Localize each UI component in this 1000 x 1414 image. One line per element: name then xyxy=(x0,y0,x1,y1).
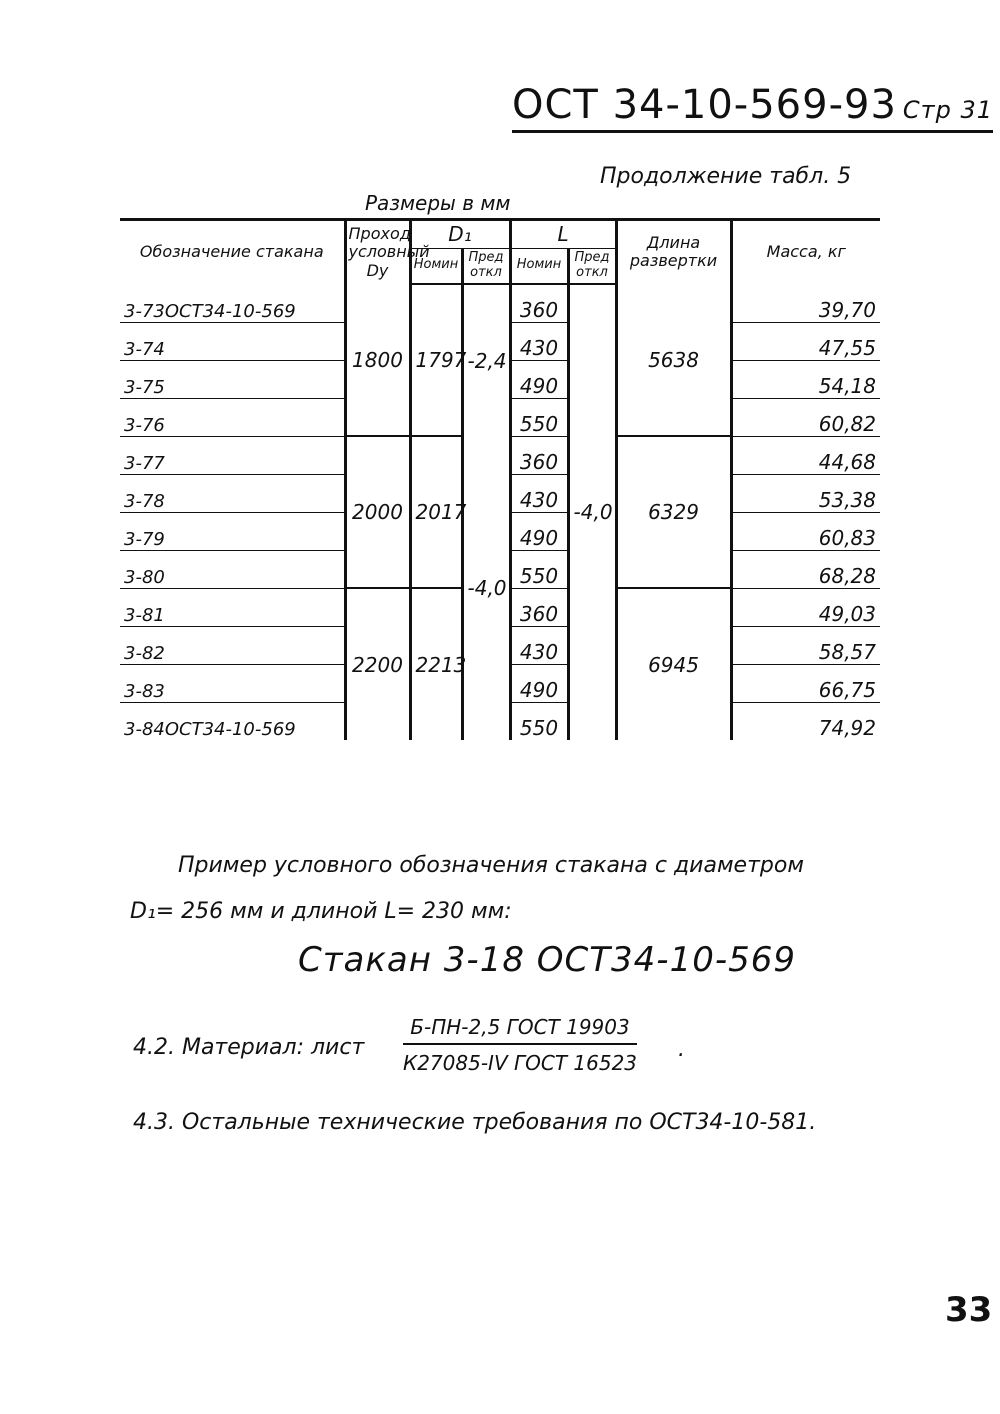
l-cell: 490 xyxy=(510,664,568,702)
mass-cell: 68,28 xyxy=(731,550,880,588)
document-code-header xyxy=(512,82,993,133)
mass-cell: 39,70 xyxy=(731,284,880,323)
l-cell: 430 xyxy=(510,474,568,512)
designation-example: Стакан 3-18 ОСТ34-10-569 xyxy=(298,940,796,980)
d1-tol-cell: -2,4 xyxy=(462,284,510,437)
designation-cell: 3-82 xyxy=(120,626,345,664)
designation-cell: 3-75 xyxy=(120,360,345,398)
material-label: 4.2. Материал: лист xyxy=(133,1035,365,1060)
table-continuation-note: Продолжение табл. 5 xyxy=(600,164,852,189)
material-fraction xyxy=(403,1015,637,1075)
page-number: 33 xyxy=(945,1290,993,1330)
material-numerator: Б-ПН-2,5 ГОСТ 19903 xyxy=(403,1015,637,1045)
l-cell: 360 xyxy=(510,284,568,323)
designation-cell: 3-84ОСТ34-10-569 xyxy=(124,718,296,740)
table-row xyxy=(120,284,880,323)
mass-cell: 66,75 xyxy=(731,664,880,702)
l-cell: 430 xyxy=(510,322,568,360)
d1-nom-cell: 1797 xyxy=(410,284,462,437)
spec-table xyxy=(120,218,880,740)
dimensions-note: Размеры в мм xyxy=(365,191,511,215)
mass-cell: 74,92 xyxy=(731,702,880,740)
header-l-nom: Номин xyxy=(510,249,568,284)
bore-cell: 2000 xyxy=(345,436,410,588)
l-cell: 550 xyxy=(510,550,568,588)
example-line-1: Пример условного обозначения стакана с диаметром xyxy=(178,853,804,878)
l-cell: 550 xyxy=(510,398,568,436)
designation-cell: 3-78 xyxy=(120,474,345,512)
designation-cell: 3-74 xyxy=(120,322,345,360)
header-l-tol: Пред откл xyxy=(568,249,616,284)
designation-cell: 3-77 xyxy=(120,436,345,474)
header-nominal-bore: Проход условный Dу xyxy=(345,220,410,284)
designation-cell: 3-76 xyxy=(120,398,345,436)
header-d1-tol: Пред откл xyxy=(462,249,510,284)
l-cell: 360 xyxy=(510,588,568,626)
l-cell: 430 xyxy=(510,626,568,664)
example-line-2: D₁= 256 мм и длиной L= 230 мм: xyxy=(130,899,512,924)
designation-cell: 3-73ОСТ34-10-569 xyxy=(120,284,345,323)
mass-cell: 60,82 xyxy=(731,398,880,436)
l-cell: 360 xyxy=(510,436,568,474)
page-label: Стр 31 xyxy=(902,96,994,124)
mass-cell: 44,68 xyxy=(731,436,880,474)
table-row xyxy=(120,436,880,474)
designation-example-text xyxy=(130,843,878,935)
other-requirements-clause: 4.3. Остальные технические требования по ОСТ34-10-581. xyxy=(133,1110,817,1135)
l-cell: 490 xyxy=(510,360,568,398)
d1-nom-cell: 2213 xyxy=(410,588,462,740)
unfolded-length-cell: 5638 xyxy=(616,284,731,437)
material-end-mark: . xyxy=(678,1037,685,1062)
mass-cell: 58,57 xyxy=(731,626,880,664)
designation-cell: 3-83 xyxy=(120,664,345,702)
l-cell: 550 xyxy=(510,702,568,740)
bore-cell: 2200 xyxy=(345,588,410,740)
header-designation: Обозначение стакана xyxy=(120,220,345,284)
header-d1-nom: Номин xyxy=(410,249,462,284)
unfolded-length-cell: 6329 xyxy=(616,436,731,588)
mass-cell: 54,18 xyxy=(731,360,880,398)
header-mass: Масса, кг xyxy=(731,220,880,284)
designation-cell: 3-79 xyxy=(120,512,345,550)
header-d1: D₁ xyxy=(410,220,510,249)
designation-cell: 3-81 xyxy=(120,588,345,626)
material-denominator: К27085-IV ГОСТ 16523 xyxy=(403,1051,638,1075)
d1-tol-cell: -4,0 xyxy=(462,436,510,740)
designation-cell: 3-80 xyxy=(120,550,345,588)
l-tol-cell: -4,0 xyxy=(568,284,616,740)
mass-cell: 49,03 xyxy=(731,588,880,626)
mass-cell: 53,38 xyxy=(731,474,880,512)
d1-nom-cell: 2017 xyxy=(410,436,462,588)
mass-cell: 60,83 xyxy=(731,512,880,550)
l-cell: 490 xyxy=(510,512,568,550)
bore-cell: 1800 xyxy=(345,284,410,437)
header-unfolded-length: Длина развертки xyxy=(616,220,731,284)
unfolded-length-cell: 6945 xyxy=(616,588,731,740)
mass-cell: 47,55 xyxy=(731,322,880,360)
document-code: ОСТ 34-10-569-93 xyxy=(512,82,897,128)
header-l: L xyxy=(510,220,616,249)
